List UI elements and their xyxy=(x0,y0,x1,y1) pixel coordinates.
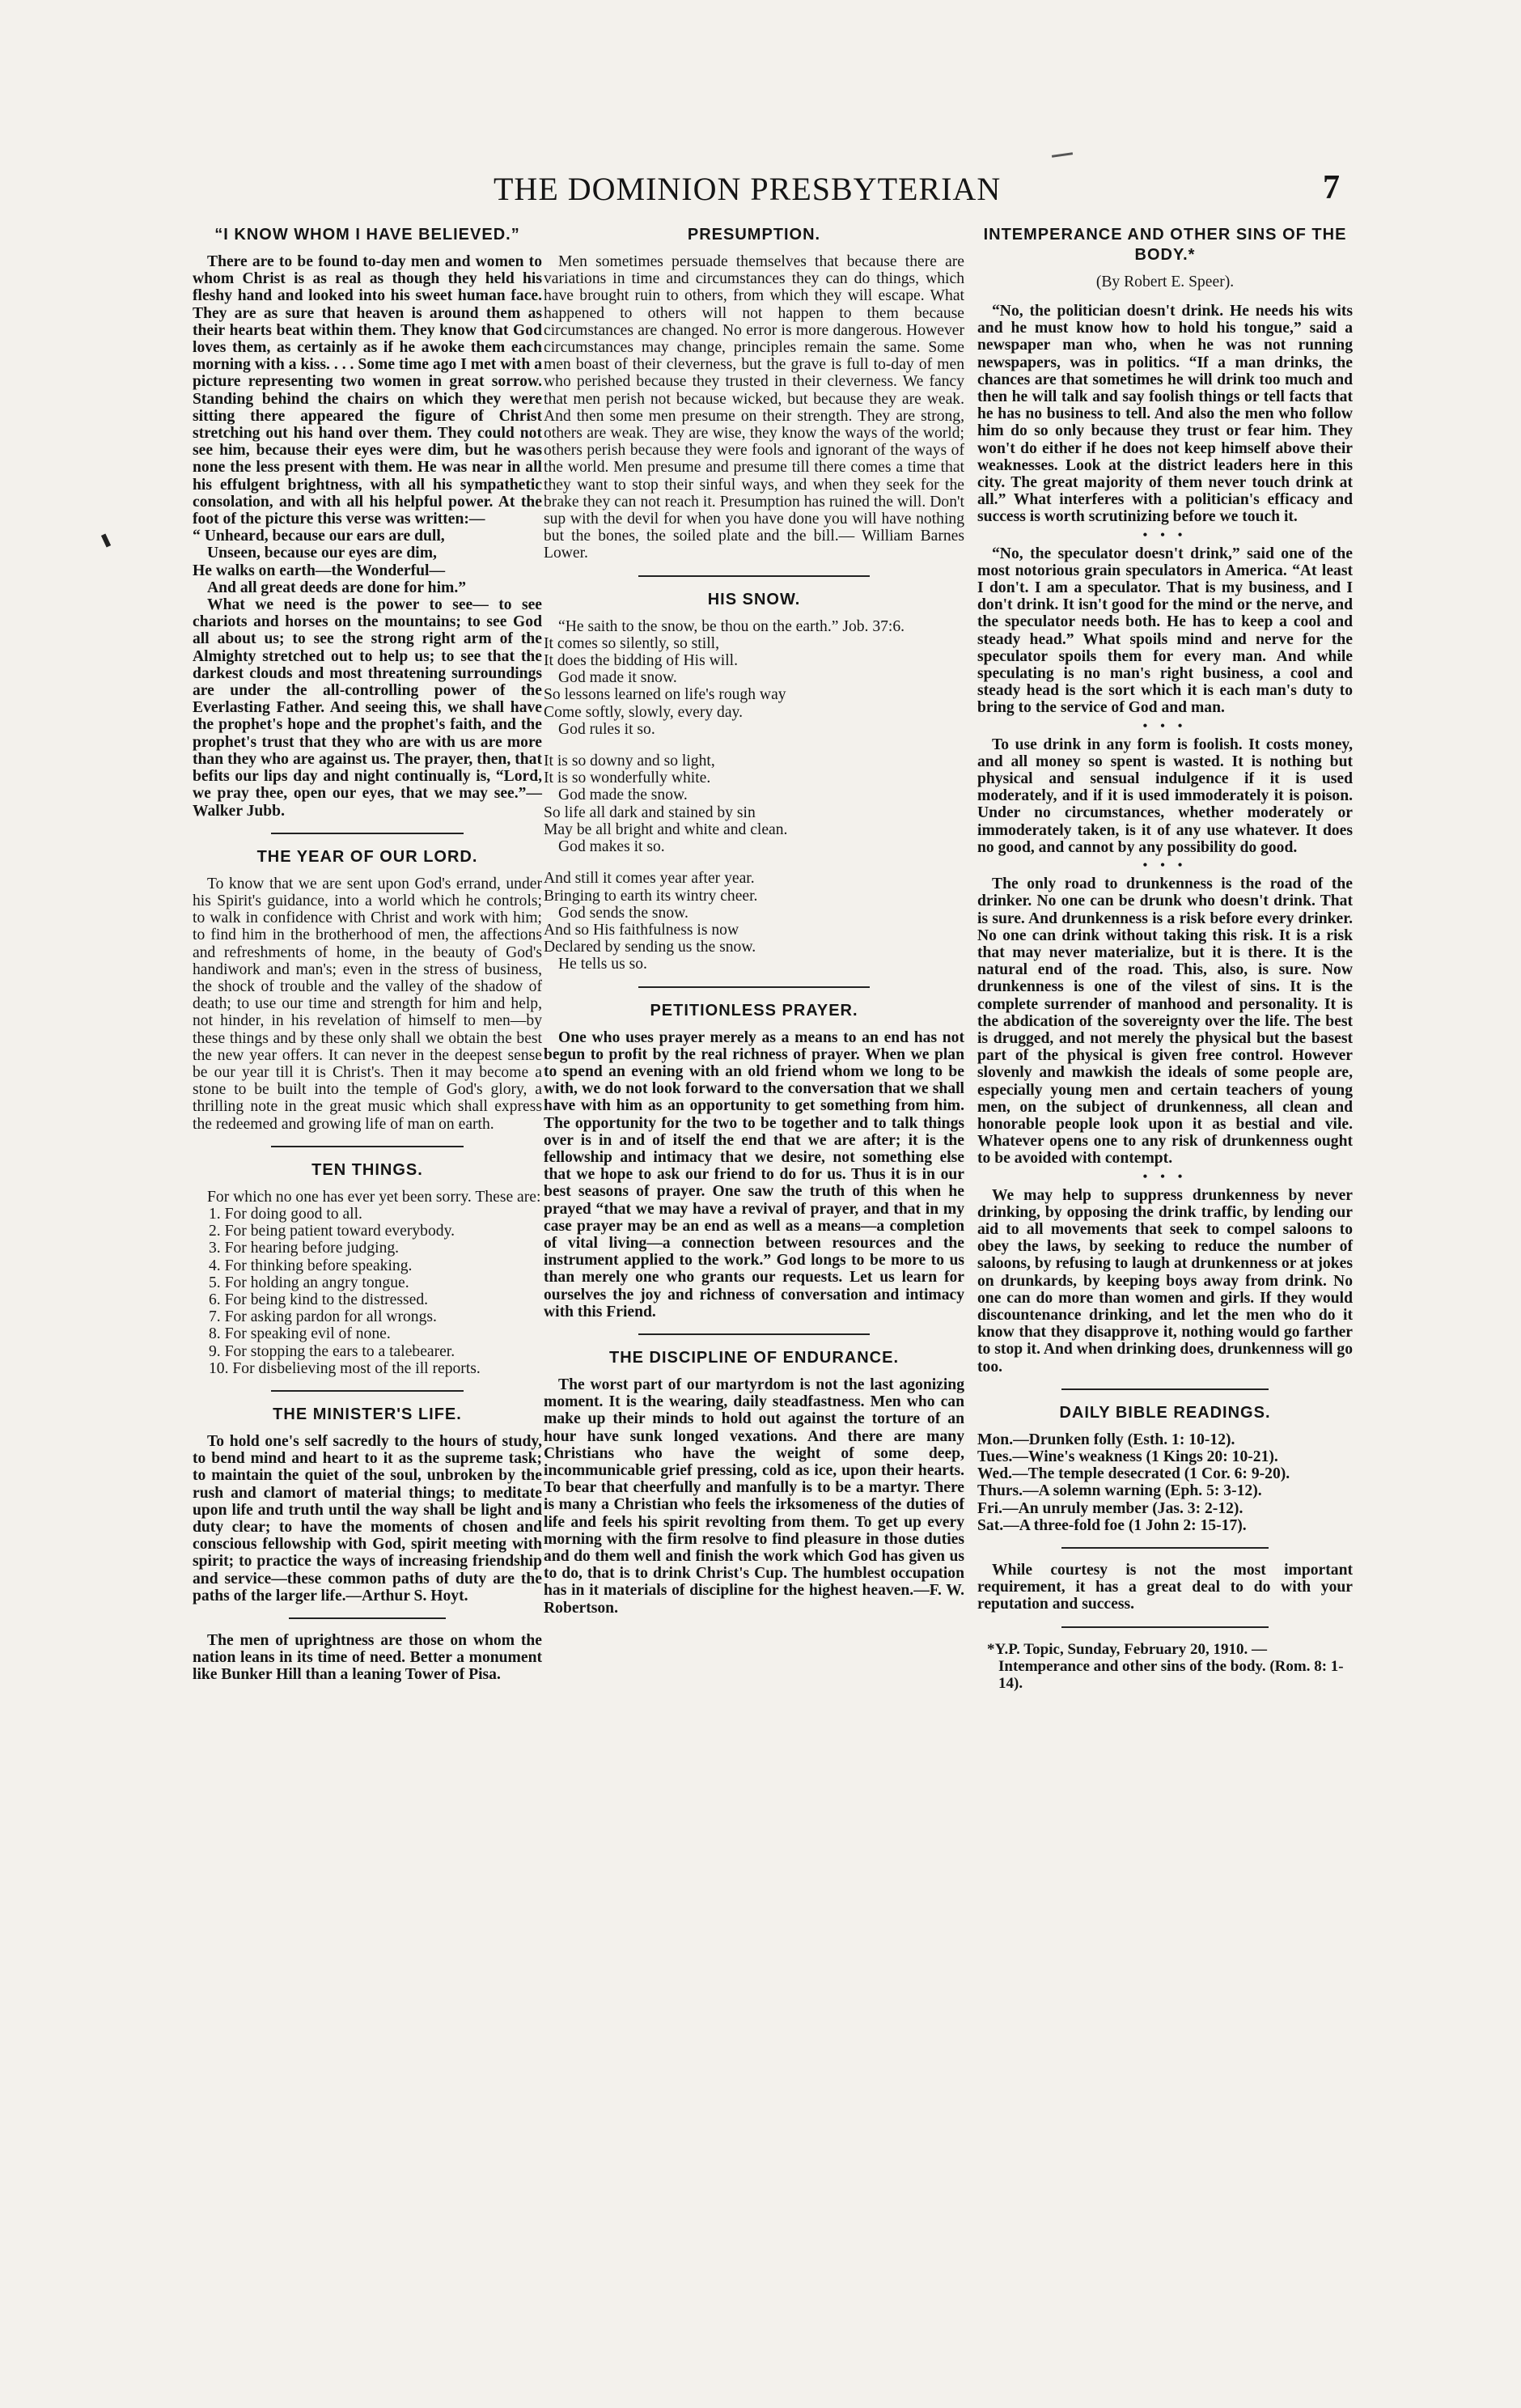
publication-title: THE DOMINION PRESBYTERIAN xyxy=(494,171,1002,207)
list-item: 6. For being kind to the distressed. xyxy=(209,1291,429,1308)
reading-item: Mon.—Drunken folly (Esth. 1: 10-12). xyxy=(977,1431,1235,1448)
article-paragraph: To hold one's self sacredly to the hours of study, to bend mind and heart to it as the supreme task; to maintain the quiet of the soul, unbroken by the rush and clamort of material things; to meditate upon life and truth until the way shall be light and duty clear; to have the moments of chosen and conscious fellowship with God, spirit meeting with spirit; to practice the ways of increasing friendship and service—these common paths of duty are the paths of the larger life.—Arthur S. Hoyt. xyxy=(193,1432,542,1605)
verse-line: He walks on earth—the Wonderful— xyxy=(193,562,446,579)
poem-stanza xyxy=(544,752,964,855)
verse-line: Unseen, because our eyes are dim, xyxy=(207,545,437,562)
verse-line: Bringing to earth its wintry cheer. xyxy=(544,887,758,905)
ten-things-list xyxy=(193,1206,542,1377)
article-heading: THE YEAR OF OUR LORD. xyxy=(256,847,478,866)
article-byline: (By Robert E. Speer). xyxy=(1095,273,1235,290)
list-item: 8. For speaking evil of none. xyxy=(209,1325,391,1343)
reading-item: Sat.—A three-fold foe (1 John 2: 15-17). xyxy=(977,1516,1247,1534)
section-divider xyxy=(638,1333,870,1335)
verse-line: Come softly, slowly, every day. xyxy=(544,703,743,721)
article-heading: PRESUMPTION. xyxy=(687,226,821,244)
article-heading: “I KNOW WHOM I HAVE BELIEVED.” xyxy=(214,226,520,244)
section-divider xyxy=(1061,1547,1268,1549)
column-2 xyxy=(544,225,964,1617)
reading-item: Wed.—The temple desecrated (1 Cor. 6: 9-20). xyxy=(977,1465,1290,1483)
list-item: 9. For stopping the ears to a talebearer. xyxy=(209,1342,455,1360)
article-courtesy xyxy=(977,1562,1353,1613)
article-paragraph: For which no one has ever yet been sorry. These are: xyxy=(207,1188,541,1206)
section-stars: • • • xyxy=(1142,719,1188,733)
poem-epigraph: “He saith to the snow, be thou on the earth.” Job. 37:6. xyxy=(558,617,905,635)
section-stars: • • • xyxy=(1142,1169,1188,1184)
section-stars: • • • xyxy=(1142,858,1188,873)
verse-line: It does the bidding of His will. xyxy=(544,652,739,670)
verse-line: God made the snow. xyxy=(558,786,688,804)
list-item: 3. For hearing before judging. xyxy=(209,1240,400,1257)
article-paragraph: What we need is the power to see— to see chariots and horses on the mountains; to see God all about us; to see the strong right arm of the Almighty stretched out to help us; to see that the darkest clouds and most threatening surroundings are under the all-controlling power of the Everlasting Father. And seeing this, we shall have the prophet's hope and the prophet's faith, and the prophet's trust that they who are with us are more than they who are against us. The prayer, then, that befits our lips day and night continually is, “Lord, we pray thee, open our eyes, that we may see.”—Walker Jubb. xyxy=(193,596,542,820)
verse-line: Declared by sending us the snow. xyxy=(544,939,756,956)
article-presumption xyxy=(544,225,964,562)
article-discipline xyxy=(544,1348,964,1617)
list-item: 1. For doing good to all. xyxy=(209,1205,362,1223)
column-3 xyxy=(977,225,1353,1692)
article-paragraph: We may help to suppress drunkenness by never drinking, by opposing the drink traffic, by lending our aid to all movements that seek to compel saloons to obey the laws, by seeking to reduce the number of saloons, by refusing to laugh at drunkenness or at jokes on drunkards, by keeping boys away from drink. No one can do more than women and girls. If they would discountenance drinking, and let the men who do it know that they disapprove it, nothing would go farther to stop it. And when drinking does, drunkenness will go too. xyxy=(977,1186,1353,1376)
article-paragraph: One who uses prayer merely as a means to an end has not begun to profit by the real richness of prayer. When we plan to spend an evening with an old friend whom we long to be with, we do not look forward to the conversation that we shall have with him as an opportunity to get something from him. The opportunity for the two to be together and to talk things over is in and of itself the end that we are after; it is the fellowship and intimacy that we desire, not something else that we hope to ask our friend to do for us. Thus it is in our best seasons of prayer. One saw the truth of this when he prayed “that we may have a revival of prayer, and that in my case prayer may be an end as well as a means—a completion of vital living—a connection between resources and the instrument applied to the work.” God longs to be more to us than merely one who grants our requests. Let us learn for ourselves the joy and richness of conversation and intimacy with this Friend. xyxy=(544,1028,964,1321)
section-divider xyxy=(1061,1388,1268,1390)
section-divider xyxy=(271,1390,464,1392)
article-heading: INTEMPERANCE AND OTHER SINS OF THE BODY.* xyxy=(983,226,1347,264)
article-paragraph: The worst part of our martyrdom is not the last agonizing moment. It is the wearing, daily steadfastness. Men who can make up their minds to hold out against the torture of an hour have sunk longed vexations. And there are many Christians who have the weight of some deep, incommunicable grief pressing, cold as ice, upon their hearts. To bear that cheerfully and manfully is to be a martyr. There is many a Christian who feels the irksomeness of the duties of life and feels his spirit revolting from them. To get up every morning with the firm resolve to find pleasure in those duties and do them well and finish the work which God has given us to do, that is to drink Christ's Cup. The humblest occupation has in it materials of discipline for the highest heaven.—F. W. Robertson. xyxy=(544,1376,964,1617)
section-divider xyxy=(271,833,464,834)
footnote: *Y.P. Topic, Sunday, February 20, 1910. —Intemperance and other sins of the body. (Rom. 8: 1-14). xyxy=(987,1640,1344,1692)
verse-line: And all great deeds are done for him.” xyxy=(207,579,467,596)
section-divider xyxy=(638,986,870,988)
verse-line: It is so wonderfully white. xyxy=(544,769,711,787)
section-divider xyxy=(271,1146,464,1147)
article-paragraph: The only road to drunkenness is the road of the drinker. No one can be drunk who doesn't drink. That is sure. And drunkenness is a risk before every drinker. No one can drink without taking this risk. It is a risk that may never materialize, but it is there. It is the natural end of the road. This, also, is sure. Now drunkenness is one of the vilest of sins. It is the complete surrender of manhood and personality. It is the abdication of the sovereignty over the life. The best is drugged, and not merely the physical but the basest part of the physical is given free control. However slovenly and mawkish the ideals of some people are, especially young men and certain teachers of young men, on the subject of drunkenness, all clean and honorable people look upon it as bestial and vile. Whatever opens one to any risk of drunkenness ought to be avoided with contempt. xyxy=(977,875,1353,1168)
reading-item: Thurs.—A solemn warning (Eph. 5: 3-12). xyxy=(977,1482,1262,1500)
article-know-whom xyxy=(193,225,542,820)
masthead xyxy=(243,170,1375,218)
section-divider xyxy=(1061,1626,1268,1628)
article-petitionless-prayer xyxy=(544,1001,964,1321)
list-item: 4. For thinking before speaking. xyxy=(209,1257,413,1274)
list-item: 10. For disbelieving most of the ill reports. xyxy=(209,1359,481,1377)
verse-line: He tells us so. xyxy=(558,956,647,973)
section-divider xyxy=(289,1617,446,1619)
column-1 xyxy=(193,225,542,1684)
verse-line: And so His faithfulness is now xyxy=(544,921,739,939)
list-item: 2. For being patient toward everybody. xyxy=(209,1223,455,1240)
article-paragraph: “No, the speculator doesn't drink,” said one of the most notorious grain speculators in America. “At least I don't. I am a speculator. That is my business, and I don't drink. It isn't good for the mind or the nerve, and the speculator needs both. He has to keep a cool and steady head.” What spoils mind and nerve for the speculator spoils them for every man. And while speculating is no man's right business, a cool and steady head is the sort which it is each man's duty to bring to the service of God and man. xyxy=(977,545,1353,717)
article-heading: THE MINISTER'S LIFE. xyxy=(273,1405,462,1423)
article-heading: HIS SNOW. xyxy=(707,590,801,608)
article-paragraph: While courtesy is not the most important requirement, it has a great deal to do with your reputation and success. xyxy=(977,1562,1353,1613)
reading-item: Fri.—An unruly member (Jas. 3: 2-12). xyxy=(977,1499,1243,1517)
article-ten-things xyxy=(193,1160,542,1377)
verse-line: May be all bright and white and clean. xyxy=(544,820,788,838)
poem-stanza xyxy=(544,635,964,738)
verse-line: So lessons learned on life's rough way xyxy=(544,686,786,704)
poem-stanza xyxy=(544,870,964,973)
article-paragraph: “No, the politician doesn't drink. He needs his wits and he must know how to hold his tongue,” said a newspaper man who, when he was not running newspapers, was in politics. “If a man drinks, the chances are that sometimes he will drink too much and then he will talk and say foolish things or tell facts that he has no business to tell. And also the men who follow him do so only because they trust or fear him. They won't do either if he does not keep himself above their weaknesses. Look at the district leaders here in this city. The great majority of them never touch drink at all.” What interferes with a politician's efficacy and success is worth scrutinizing before we touch it. xyxy=(977,303,1353,526)
verse-line: And still it comes year after year. xyxy=(544,870,755,888)
article-paragraph: To use drink in any form is foolish. It costs money, and all money so spent is wasted. It is nothing but physical and sensual indulgence if it is used moderately, and if it is used immoderately it is poison. Under no circumstances, whether moderately or immoderately taken, is it of any use whatever. It does no good, and cannot by any possibility do good. xyxy=(977,736,1353,856)
verse-line: God sends the snow. xyxy=(558,904,688,922)
article-paragraph: The men of uprightness are those on whom the nation leans in its time of need. Better a monument like Bunker Hill than a leaning Tower of Pisa. xyxy=(193,1632,542,1684)
article-heading: TEN THINGS. xyxy=(311,1160,423,1179)
print-speck xyxy=(1052,152,1073,158)
verse-line: God makes it so. xyxy=(558,838,665,856)
article-uprightness xyxy=(193,1632,542,1684)
list-item: 5. For holding an angry tongue. xyxy=(209,1274,409,1291)
article-heading: DAILY BIBLE READINGS. xyxy=(1059,1403,1271,1422)
verse-line: It comes so silently, so still, xyxy=(544,634,719,652)
article-heading: THE DISCIPLINE OF ENDURANCE. xyxy=(608,1348,900,1367)
article-paragraph: There are to be found to-day men and women to whom Christ is as real as though they held his fleshy hand and looked into his sweet human face. They are as sure that heaven is around them as their hearts beat within them. They know that God loves them, as certainly as if he awoke them each morning with a kiss. . . . Some time ago I met with a picture representing two women in great sorrow. Standing behind the chairs on which they were sitting there appeared the figure of Christ stretching out his hand over them. They could not see him, because their eyes were dim, but he was none the less present with them. He was near in all his effulgent brightness, with all his sympathetic consolation, and with all his helpful power. At the foot of the picture this verse was written:— xyxy=(193,253,542,528)
verse-line: It is so downy and so light, xyxy=(544,752,715,770)
article-intemperance xyxy=(977,225,1353,1376)
verse-line: God made it snow. xyxy=(558,669,677,687)
reading-item: Tues.—Wine's weakness (1 Kings 20: 10-21). xyxy=(977,1448,1278,1465)
verse-line: So life all dark and stained by sin xyxy=(544,803,756,821)
section-divider xyxy=(638,575,870,577)
margin-mark xyxy=(101,533,111,547)
list-item: 7. For asking pardon for all wrongs. xyxy=(209,1308,437,1326)
article-heading: PETITIONLESS PRAYER. xyxy=(650,1001,858,1020)
verse-line: God rules it so. xyxy=(558,720,655,738)
daily-bible-readings xyxy=(977,1403,1353,1534)
section-stars: • • • xyxy=(1142,528,1188,542)
article-his-snow xyxy=(544,590,964,973)
article-paragraph: Men sometimes persuade themselves that because there are variations in time and circumstances they can do things, which have brought ruin to others, from which they will escape. What happened to others will not happen to them because circumstances are changed. No error is more dangerous. However circumstances may change, principles remain the same. Some men boast of their cleverness, but the grave is full to-day of men who perished because they trusted in their cleverness. We fancy that men perish not because wicked, but because they are weak. And then some men presume on their strength. They are strong, others are weak. They are wise, they know the ways of the world; others perish because they were fools and ignorant of the ways of the world. Men presume and presume till there comes a time that they want to stop their sinful ways, and when they seek for the brake they can not reach it. Presumption has ruined the will. Don't sup with the devil for when you have done you will have nothing but the bones, the soiled plate and the bill.— William Barnes Lower. xyxy=(544,253,964,562)
page-number: 7 xyxy=(1323,169,1340,206)
article-ministers-life xyxy=(193,1405,542,1605)
article-year-of-lord xyxy=(193,847,542,1133)
article-paragraph: To know that we are sent upon God's errand, under his Spirit's guidance, into a world which he controls; to walk in confidence with Christ and work with him; to find him in the brotherhood of men, the affections and refreshments of home, in the beauty of God's handiwork and man's; even in the stress of business, the shock of trouble and the valley of the shadow of death; to use our time and strength for him and help, not hinder, in his revelation of himself to men—by these things and by these only shall we obtain the best the new year offers. It can never in the deepest sense be our year till it is Christ's. Then it may become a stone to be built into the temple of God's glory, a thrilling note in the great music which shall express the redeemed and growing life of man on earth. xyxy=(193,875,542,1133)
verse-line: “ Unheard, because our ears are dull, xyxy=(193,528,445,545)
